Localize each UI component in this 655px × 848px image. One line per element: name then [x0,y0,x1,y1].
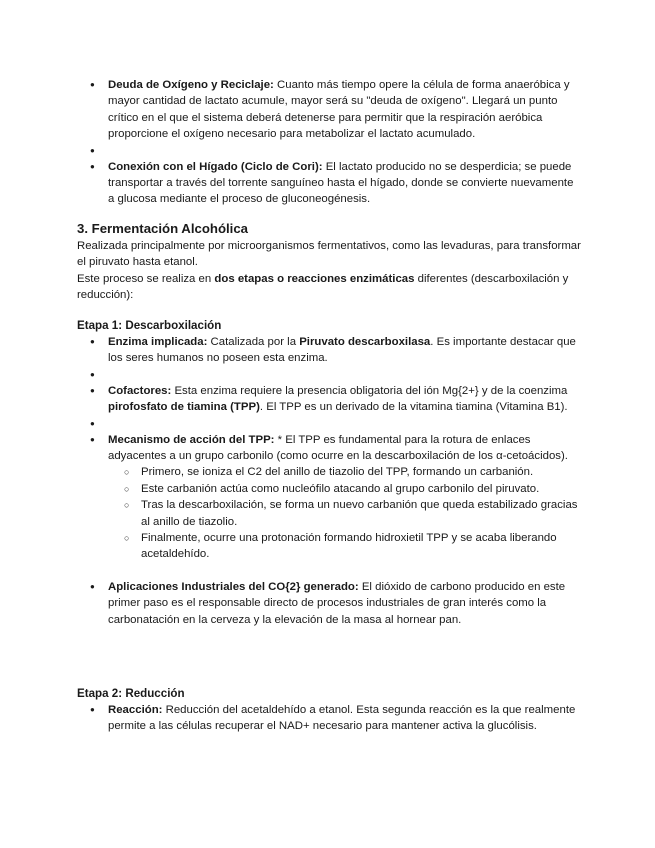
sub-list-item: ○ Tras la descarboxilación, se forma un nuevo carbanión que queda estabilizado gracias al anillo de tiazolio. [141,497,578,530]
section-alcoholic-fermentation [0,220,655,304]
sub-list-item: ○ Primero, se ioniza el C2 del anillo de tiazolio del TPP, formando un carbanión. [141,464,578,480]
list-item [108,77,578,143]
section-heading: 3. Fermentación Alcohólica [77,221,248,236]
list-item: ● Reacción: Reducción del acetaldehído a etanol. Esta segunda reacción es la que realmente permite a las células recuperar el NAD+ necesario para mantener activa la glucólisis. [108,702,578,735]
cori-cycle-title: Conexión con el Hígado (Ciclo de Cori): [108,160,323,173]
enzyme-title: Enzima implicada: [108,336,208,348]
list-item: ● Cofactores: Esta enzima requiere la presencia obligatoria del ión Mg{2+} y de la coenzima pirofosfato de tiamina (TPP). El TPP es un derivado de la vitamina tiamina (Vitamina B1). [108,383,578,416]
oxygen-debt-title: Deuda de Oxígeno y Reciclaje: [108,79,274,91]
reaction-title: Reacción: [108,704,163,716]
list-item: ● Mecanismo de acción del TPP: * El TPP es fundamental para la rotura de enlaces adyacentes a un grupo carbonilo (como ocurre en la descarboxilación de los α-cetoácidos). [108,432,578,465]
cori-cycle-text: El lactato producido no se desperdicia; se puede transportar a través del torrente sanguíneo hasta el hígado, donde se convierte nuevamente a glucosa mediante el proceso de gluconeogénesis. [108,160,574,206]
sub-list-item: ○ Este carbanión actúa como nucleófilo atacando al grupo carbonilo del piruvato. [141,481,578,497]
list-item: ● Enzima implicada: Catalizada por la Piruvato descarboxilasa. Es importante destacar que los seres humanos no poseen esta enzima. [108,334,578,367]
cofactors-title: Cofactores: [108,384,172,397]
list-item [108,159,578,208]
applications-title: Aplicaciones Industriales del CO{2} generado: [108,580,359,593]
section-intro-2: Este proceso se realiza en dos etapas o reacciones enzimáticas diferentes (descarboxilación y reducción): [77,272,569,302]
oxygen-debt-text: Cuanto más tiempo opere la célula de forma anaeróbica y mayor cantidad de lactato acumule, mayor será su "deuda de oxígeno". Llegará un punto crítico en el que el sistema deberá detenerse para permitir que la respiración aeróbica proporcione el oxígeno necesario para metabolizar el lactato acumulado. [108,79,570,141]
mechanism-title: Mecanismo de acción del TPP: [108,433,275,446]
stage-1-block [0,318,655,628]
sub-list-item: ○ Finalmente, ocurre una protonación formando hidroxietil TPP y se acaba liberando acetaldehído. [141,530,578,563]
enzyme-name: Piruvato descarboxilasa [299,336,431,348]
stage-2-block [0,686,655,735]
mechanism-steps [0,464,655,562]
stage-1-heading: Etapa 1: Descarboxilación [77,319,222,332]
lactate-consequences-list [0,77,655,208]
tpp-name: pirofosfato de tiamina (TPP) [108,401,260,414]
list-item: ● Aplicaciones Industriales del CO{2} generado: El dióxido de carbono producido en este primer paso es el responsable directo de procesos industriales de gran interés como la carbonatación en la cerveza y la elevación de la masa al hornear pan. [108,579,578,628]
section-intro-1: Realizada principalmente por microorganismos fermentativos, como las levaduras, para transformar el piruvato hasta etanol. [77,240,581,269]
two-stages-emphasis: dos etapas o reacciones enzimáticas [214,272,415,285]
stage-2-heading: Etapa 2: Reducción [77,687,185,700]
